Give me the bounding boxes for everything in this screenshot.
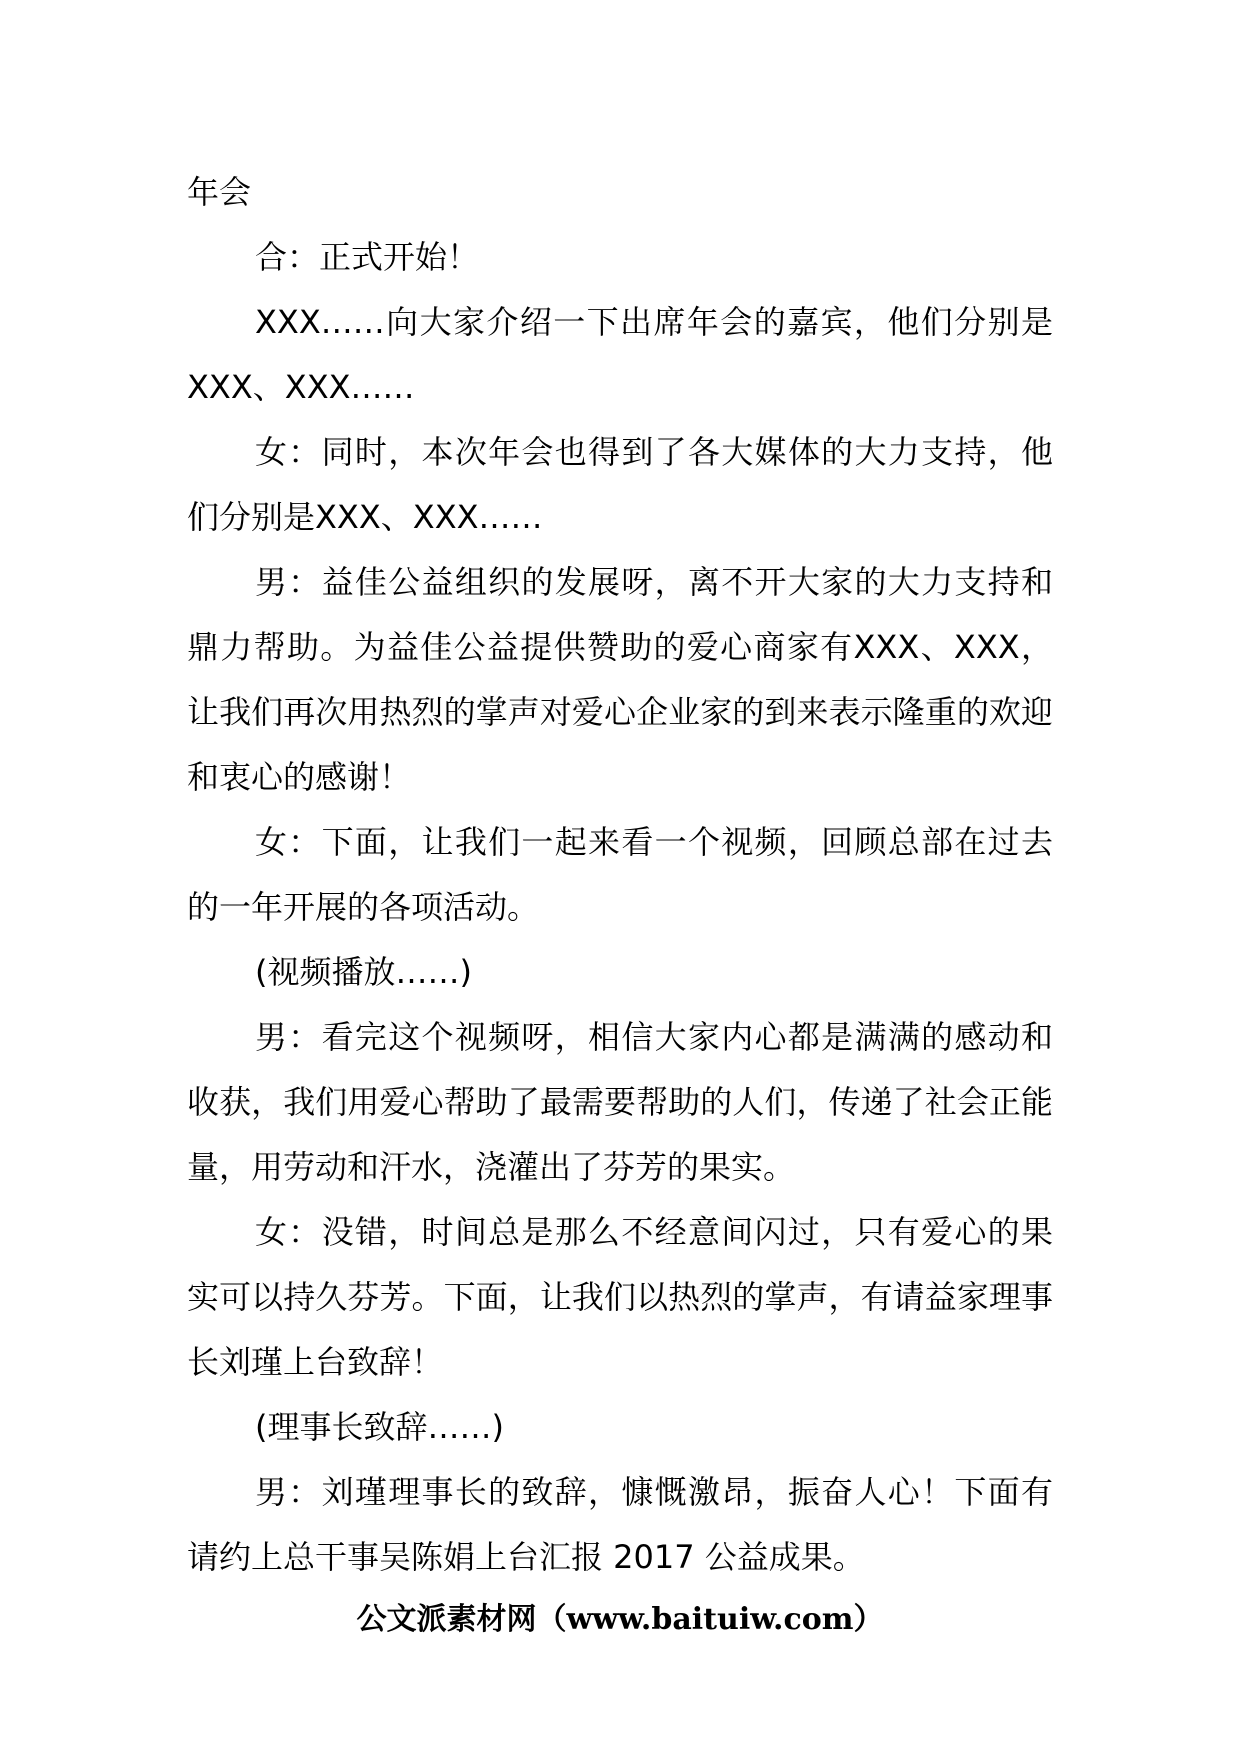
paragraph: (理事长致辞……) xyxy=(255,1408,504,1446)
document-body xyxy=(187,160,1053,1590)
paragraph: 男：看完这个视频呀，相信大家内心都是满满的感动和收获，我们用爱心帮助了最需要帮助的人们，传递了社会正能量，用劳动和汗水，浇灌出了芬芳的果实。 xyxy=(187,1018,1053,1186)
paragraph: XXX……向大家介绍一下出席年会的嘉宾，他们分别是XXX、XXX…… xyxy=(187,303,1053,406)
paragraph: 男：刘瑾理事长的致辞，慷慨激昂，振奋人心！下面有请约上总干事吴陈娟上台汇报 2017 公益成果。 xyxy=(187,1473,1053,1576)
paragraph: 合：正式开始！ xyxy=(255,238,480,276)
paragraph: 女：没错，时间总是那么不经意间闪过，只有爱心的果实可以持久芬芳。下面，让我们以热烈的掌声，有请益家理事长刘瑾上台致辞！ xyxy=(187,1213,1053,1381)
paragraph: 男：益佳公益组织的发展呀，离不开大家的大力支持和鼎力帮助。为益佳公益提供赞助的爱心商家有XXX、XXX，让我们再次用热烈的掌声对爱心企业家的到来表示隆重的欢迎和衷心的感谢！ xyxy=(187,563,1053,796)
paragraph: 年会 xyxy=(187,173,252,211)
paragraph: (视频播放……) xyxy=(255,953,472,991)
paragraph: 女：同时，本次年会也得到了各大媒体的大力支持，他们分别是XXX、XXX…… xyxy=(187,433,1053,536)
page-footer: 公文派素材网（www.baituiw.com） xyxy=(356,1602,884,1637)
paragraph: 女：下面，让我们一起来看一个视频，回顾总部在过去的一年开展的各项活动。 xyxy=(187,823,1053,926)
